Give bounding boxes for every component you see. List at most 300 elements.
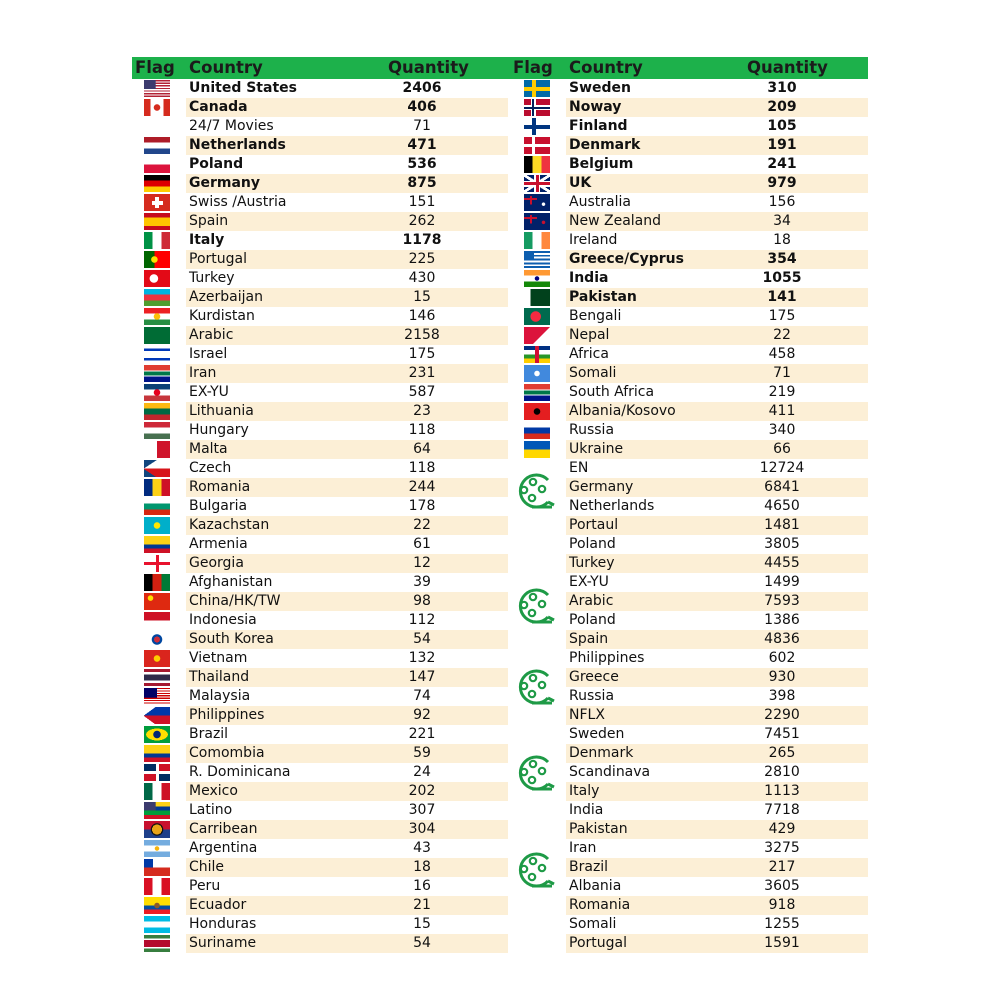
quantity-value: 61	[413, 536, 431, 552]
quantity-value: 219	[768, 384, 796, 400]
quantity-value: 118	[408, 422, 436, 438]
south-africa-flag-icon	[144, 365, 170, 382]
quantity-value: 1255	[764, 916, 800, 932]
row-band	[566, 858, 868, 877]
country-name: South Africa	[569, 384, 655, 400]
country-name: Africa	[569, 346, 609, 362]
country-name: Mexico	[189, 783, 238, 799]
country-name: Greece	[569, 669, 619, 685]
quantity-value: 18	[773, 232, 791, 248]
country-name: Ecuador	[189, 897, 247, 913]
table-header-bar	[132, 57, 868, 79]
south-africa-flag-icon	[524, 384, 550, 401]
finland-flag-icon	[524, 118, 550, 135]
country-name: Bengali	[569, 308, 622, 324]
table-row	[132, 440, 508, 459]
table-row	[512, 858, 868, 877]
country-name: Kurdistan	[189, 308, 255, 324]
quantity-value: 209	[767, 99, 797, 115]
georgia-flag-icon	[144, 555, 170, 572]
quantity-value: 304	[408, 821, 436, 837]
china-flag-icon	[144, 593, 170, 610]
pakistan-flag-icon	[524, 289, 550, 306]
country-name: Australia	[569, 194, 631, 210]
bulgaria-flag-icon	[144, 498, 170, 515]
quantity-value: 1481	[764, 517, 800, 533]
country-name: Vietnam	[189, 650, 248, 666]
table-row	[512, 459, 868, 478]
quantity-value: 7451	[764, 726, 800, 742]
country-name: Finland	[569, 118, 628, 134]
quantity-value: 66	[773, 441, 791, 457]
table-row	[512, 421, 868, 440]
quantity-value: 12724	[759, 460, 805, 476]
russia-flag-icon	[524, 422, 550, 439]
country-name: Denmark	[569, 137, 641, 153]
country-name: China/HK/TW	[189, 593, 281, 609]
quantity-value: 6841	[764, 479, 800, 495]
country-name: Philippines	[569, 650, 645, 666]
table-row	[132, 611, 508, 630]
italy-flag-icon	[144, 232, 170, 249]
table-row	[132, 193, 508, 212]
quantity-value: 354	[767, 251, 797, 267]
country-name: UK	[569, 175, 592, 191]
country-name: New Zealand	[569, 213, 661, 229]
table-row	[512, 307, 868, 326]
quantity-value: 118	[408, 460, 436, 476]
country-name: Canada	[189, 99, 248, 115]
quantity-value: 231	[408, 365, 436, 381]
table-row	[512, 155, 868, 174]
albania-flag-icon	[524, 403, 550, 420]
header-country-left: Country	[189, 58, 263, 77]
quantity-value: 429	[768, 821, 796, 837]
colombia-flag-icon	[144, 745, 170, 762]
quantity-value: 43	[413, 840, 431, 856]
quantity-value: 22	[413, 517, 431, 533]
country-name: Pakistan	[569, 821, 628, 837]
germany-flag-icon	[144, 175, 170, 192]
country-name: Greece/Cyprus	[569, 251, 684, 267]
country-name: Somali	[569, 916, 617, 932]
table-row	[132, 212, 508, 231]
table-row	[132, 592, 508, 611]
country-name: Ireland	[569, 232, 618, 248]
greece-flag-icon	[524, 251, 550, 268]
table-row	[132, 630, 508, 649]
mexico-flag-icon	[144, 783, 170, 800]
country-name: Portaul	[569, 517, 619, 533]
country-name: EN	[569, 460, 589, 476]
country-name: R. Dominicana	[189, 764, 291, 780]
quantity-value: 39	[413, 574, 431, 590]
quantity-value: 1386	[764, 612, 800, 628]
canada-flag-icon	[144, 99, 170, 116]
brazil-flag-icon	[144, 726, 170, 743]
country-name: Georgia	[189, 555, 244, 571]
country-name: Albania	[569, 878, 622, 894]
header-quantity-right: Quantity	[747, 58, 828, 77]
table-row	[132, 839, 508, 858]
row-band	[566, 345, 868, 364]
quantity-value: 15	[413, 916, 431, 932]
country-name: Suriname	[189, 935, 257, 951]
table-row	[512, 117, 868, 136]
colombia-flag-icon	[144, 536, 170, 553]
row-band	[566, 174, 868, 193]
switzerland-flag-icon	[144, 194, 170, 211]
row-band	[566, 269, 868, 288]
table-row	[132, 98, 508, 117]
table-row	[132, 535, 508, 554]
quantity-value: 221	[408, 726, 436, 742]
country-name: Kazachstan	[189, 517, 270, 533]
row-band	[566, 839, 868, 858]
quantity-value: 98	[413, 593, 431, 609]
country-name: Azerbaijan	[189, 289, 263, 305]
malaysia-flag-icon	[144, 688, 170, 705]
quantity-value: 1113	[764, 783, 800, 799]
quantity-value: 59	[413, 745, 431, 761]
quantity-value: 3805	[764, 536, 800, 552]
quantity-value: 602	[768, 650, 796, 666]
dominican-flag-icon	[144, 764, 170, 781]
table-row	[512, 820, 868, 839]
table-row	[132, 364, 508, 383]
country-name: Argentina	[189, 840, 258, 856]
quantity-value: 930	[768, 669, 796, 685]
azerbaijan-flag-icon	[144, 289, 170, 306]
film-reel-icon	[512, 587, 556, 625]
philippines-flag-icon	[144, 707, 170, 724]
country-name: Sweden	[569, 726, 625, 742]
argentina-flag-icon	[144, 840, 170, 857]
table-row	[512, 896, 868, 915]
country-name: Ukraine	[569, 441, 624, 457]
quantity-value: 74	[413, 688, 431, 704]
country-name: 24/7 Movies	[189, 118, 274, 134]
table-row	[512, 668, 868, 687]
south-korea-flag-icon	[144, 631, 170, 648]
country-name: Indonesia	[189, 612, 257, 628]
quantity-value: 262	[408, 213, 436, 229]
turkey-flag-icon	[144, 270, 170, 287]
quantity-value: 2290	[764, 707, 800, 723]
quantity-value: 147	[408, 669, 436, 685]
quantity-value: 979	[767, 175, 797, 191]
vietnam-flag-icon	[144, 650, 170, 667]
table-row	[512, 801, 868, 820]
ukraine-flag-icon	[524, 441, 550, 458]
us-flag-icon	[144, 80, 170, 97]
table-row	[512, 383, 868, 402]
table-row	[512, 193, 868, 212]
header-flag-right: Flag	[513, 58, 553, 77]
table-row	[512, 497, 868, 516]
table-row	[512, 611, 868, 630]
country-name: Israel	[189, 346, 228, 362]
quantity-value: 2810	[764, 764, 800, 780]
country-name: Arabic	[189, 327, 234, 343]
table-row	[512, 535, 868, 554]
table-row	[132, 877, 508, 896]
quantity-value: 1499	[764, 574, 800, 590]
table-row	[512, 554, 868, 573]
table-row	[132, 782, 508, 801]
portugal-flag-icon	[144, 251, 170, 268]
table-row	[512, 345, 868, 364]
table-row	[132, 687, 508, 706]
table-row	[132, 383, 508, 402]
country-name: Turkey	[569, 555, 615, 571]
quantity-value: 151	[408, 194, 436, 210]
table-row	[512, 174, 868, 193]
table-row	[512, 231, 868, 250]
country-name: Pakistan	[569, 289, 637, 305]
israel-flag-icon	[144, 346, 170, 363]
somalia-flag-icon	[524, 365, 550, 382]
quantity-value: 265	[768, 745, 796, 761]
quantity-value: 2158	[404, 327, 440, 343]
country-name: Denmark	[569, 745, 634, 761]
table-row	[132, 345, 508, 364]
country-name: United States	[189, 80, 297, 96]
table-row	[512, 630, 868, 649]
table-row	[512, 687, 868, 706]
table-row	[512, 516, 868, 535]
quantity-value: 310	[767, 80, 797, 96]
nepal-flag-icon	[524, 327, 550, 344]
table-row	[132, 554, 508, 573]
country-name: Comombia	[189, 745, 265, 761]
table-row	[132, 896, 508, 915]
belgium-flag-icon	[524, 156, 550, 173]
country-name: India	[569, 802, 604, 818]
quantity-value: 16	[413, 878, 431, 894]
latino-flag-icon	[144, 802, 170, 819]
table-row	[132, 573, 508, 592]
table-row	[132, 801, 508, 820]
table-row	[132, 668, 508, 687]
country-name: Latino	[189, 802, 233, 818]
table-row	[132, 250, 508, 269]
table-row	[132, 288, 508, 307]
country-name: Peru	[189, 878, 221, 894]
quantity-value: 178	[408, 498, 436, 514]
table-row	[132, 421, 508, 440]
quantity-value: 430	[408, 270, 436, 286]
table-row	[132, 402, 508, 421]
kurdistan-flag-icon	[144, 308, 170, 325]
country-name: Italy	[569, 783, 600, 799]
quantity-value: 7718	[764, 802, 800, 818]
thailand-flag-icon	[144, 669, 170, 686]
quantity-value: 146	[408, 308, 436, 324]
quantity-value: 7593	[764, 593, 800, 609]
table-row	[512, 744, 868, 763]
country-name: Netherlands	[189, 137, 286, 153]
country-name: Thailand	[189, 669, 250, 685]
row-band	[566, 706, 868, 725]
film-reel-icon	[512, 668, 556, 706]
quantity-value: 875	[407, 175, 437, 191]
quantity-value: 54	[413, 935, 431, 951]
country-name: Poland	[569, 612, 616, 628]
country-name: Lithuania	[189, 403, 254, 419]
quantity-value: 587	[408, 384, 436, 400]
czech-flag-icon	[144, 460, 170, 477]
header-flag-left: Flag	[135, 58, 175, 77]
malta-flag-icon	[144, 441, 170, 458]
table-row	[512, 649, 868, 668]
table-row	[512, 288, 868, 307]
suriname-flag-icon	[144, 935, 170, 952]
quantity-value: 398	[768, 688, 796, 704]
country-name: Czech	[189, 460, 232, 476]
country-name: Romania	[569, 897, 631, 913]
quantity-value: 175	[408, 346, 436, 362]
row-band	[566, 801, 868, 820]
table-row	[132, 79, 508, 98]
quantity-value: 3275	[764, 840, 800, 856]
country-name: Arabic	[569, 593, 614, 609]
table-row	[512, 79, 868, 98]
table-row	[132, 497, 508, 516]
denmark-flag-icon	[524, 137, 550, 154]
table-row	[512, 839, 868, 858]
peru-flag-icon	[144, 878, 170, 895]
table-row	[132, 725, 508, 744]
quantity-value: 71	[773, 365, 791, 381]
table-row	[132, 744, 508, 763]
table-row	[132, 117, 508, 136]
film-reel-icon	[512, 472, 556, 510]
table-row	[512, 782, 868, 801]
chile-flag-icon	[144, 859, 170, 876]
table-row	[132, 915, 508, 934]
country-name: Spain	[189, 213, 229, 229]
quantity-value: 24	[413, 764, 431, 780]
quantity-value: 217	[768, 859, 796, 875]
ecuador-flag-icon	[144, 897, 170, 914]
poland-flag-icon	[144, 156, 170, 173]
quantity-value: 112	[408, 612, 436, 628]
afghanistan-flag-icon	[144, 574, 170, 591]
table-row	[512, 915, 868, 934]
table-row	[512, 326, 868, 345]
table-row	[132, 706, 508, 725]
row-band	[566, 782, 868, 801]
country-name: Russia	[569, 422, 615, 438]
country-name: Chile	[189, 859, 225, 875]
country-name: Germany	[189, 175, 261, 191]
country-name: Bulgaria	[189, 498, 248, 514]
quantity-value: 54	[413, 631, 431, 647]
table-row	[512, 592, 868, 611]
table-row	[512, 706, 868, 725]
quantity-value: 141	[767, 289, 797, 305]
country-name: Poland	[569, 536, 616, 552]
quantity-value: 2406	[402, 80, 442, 96]
table-row	[132, 269, 508, 288]
row-band	[566, 326, 868, 345]
country-name: Belgium	[569, 156, 634, 172]
table-row	[512, 402, 868, 421]
film-reel-icon	[512, 851, 556, 889]
country-name: EX-YU	[569, 574, 609, 590]
table-row	[132, 478, 508, 497]
country-name: Iran	[189, 365, 217, 381]
quantity-value: 22	[773, 327, 791, 343]
header-quantity-left: Quantity	[388, 58, 469, 77]
indonesia-flag-icon	[144, 612, 170, 629]
quantity-value: 92	[413, 707, 431, 723]
country-name: Iran	[569, 840, 597, 856]
country-name: Noway	[569, 99, 622, 115]
table-row	[132, 174, 508, 193]
table-row	[132, 820, 508, 839]
saudi-flag-icon	[144, 327, 170, 344]
country-name: Turkey	[189, 270, 235, 286]
country-name: Spain	[569, 631, 609, 647]
quantity-value: 4836	[764, 631, 800, 647]
quantity-value: 406	[407, 99, 437, 115]
honduras-flag-icon	[144, 916, 170, 933]
country-name: India	[569, 270, 609, 286]
quantity-value: 1591	[764, 935, 800, 951]
table-row	[132, 459, 508, 478]
quantity-value: 175	[768, 308, 796, 324]
table-row	[512, 763, 868, 782]
table-row	[512, 269, 868, 288]
lithuania-flag-icon	[144, 403, 170, 420]
quantity-value: 4455	[764, 555, 800, 571]
table-row	[512, 478, 868, 497]
table-row	[132, 326, 508, 345]
country-name: Italy	[189, 232, 225, 248]
country-name: Afghanistan	[189, 574, 273, 590]
table-row	[132, 649, 508, 668]
country-name: Malaysia	[189, 688, 251, 704]
country-name: Somali	[569, 365, 617, 381]
yugoslavia-flag-icon	[144, 384, 170, 401]
quantity-value: 4650	[764, 498, 800, 514]
quantity-value: 156	[768, 194, 796, 210]
row-band	[566, 630, 868, 649]
caribbean-flag-icon	[144, 821, 170, 838]
table-row	[132, 516, 508, 535]
quantity-value: 340	[768, 422, 796, 438]
quantity-value: 3605	[764, 878, 800, 894]
india-flag-icon	[524, 270, 550, 287]
country-name: Netherlands	[569, 498, 655, 514]
quantity-value: 225	[408, 251, 436, 267]
country-name: Carribean	[189, 821, 258, 837]
quantity-value: 536	[407, 156, 437, 172]
ireland-flag-icon	[524, 232, 550, 249]
country-name: Honduras	[189, 916, 257, 932]
sweden-flag-icon	[524, 80, 550, 97]
table-row	[512, 250, 868, 269]
table-row	[512, 573, 868, 592]
country-name: Swiss /Austria	[189, 194, 287, 210]
quantity-value: 244	[408, 479, 436, 495]
table-row	[132, 231, 508, 250]
quantity-value: 34	[773, 213, 791, 229]
left-country-table	[132, 79, 508, 953]
hungary-flag-icon	[144, 422, 170, 439]
